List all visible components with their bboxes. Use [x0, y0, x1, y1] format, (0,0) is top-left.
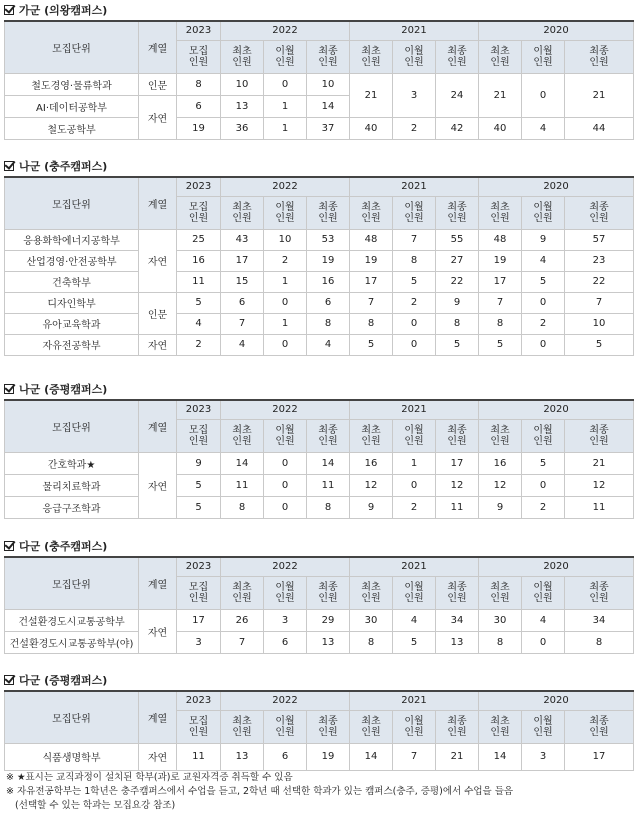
table-row	[5, 474, 634, 496]
header-final: 최종 인원	[436, 419, 479, 452]
cell: 6	[264, 743, 307, 770]
header-carryover: 이월 인원	[264, 419, 307, 452]
cell: 0	[393, 313, 436, 334]
header-year-2023: 2023	[177, 177, 221, 196]
header-carryover: 이월 인원	[522, 196, 565, 229]
cell: 19	[307, 250, 350, 271]
section-na-jeungpyeong	[0, 381, 636, 515]
cell: 4	[522, 609, 565, 631]
cell: 7	[565, 292, 634, 313]
cell: 17	[565, 743, 634, 770]
cell: 8	[393, 250, 436, 271]
header-final: 최종 인원	[565, 40, 634, 73]
admission-table	[4, 690, 634, 771]
cell: 8	[565, 631, 634, 653]
header-year-2023: 2023	[177, 691, 221, 710]
header-carryover: 이월 인원	[393, 40, 436, 73]
cell: 17	[350, 271, 393, 292]
cell: 6	[307, 292, 350, 313]
cell: 12	[436, 474, 479, 496]
cell: 5	[522, 452, 565, 474]
unit-name: AI·데이터공학부	[5, 95, 139, 117]
table-row	[5, 73, 634, 95]
header-year-2022: 2022	[221, 21, 350, 40]
cell: 2	[393, 117, 436, 139]
cell: 55	[436, 229, 479, 250]
cell: 4	[393, 609, 436, 631]
cell: 40	[350, 117, 393, 139]
section-da-jeungpyeong	[0, 672, 636, 764]
header-final: 최종 인원	[436, 40, 479, 73]
admission-table	[4, 20, 634, 140]
table-row	[5, 229, 634, 250]
header-initial: 최초 인원	[350, 710, 393, 743]
header-carryover: 이월 인원	[522, 40, 565, 73]
header-year-2020: 2020	[479, 400, 634, 419]
header-year-2023: 2023	[177, 21, 221, 40]
cell: 4	[307, 334, 350, 355]
table-row	[5, 292, 634, 313]
header-initial: 최초 인원	[479, 419, 522, 452]
cell: 7	[350, 292, 393, 313]
section-da-chungju	[0, 538, 636, 650]
header-year-2023: 2023	[177, 400, 221, 419]
cell: 10	[565, 313, 634, 334]
header-unit: 모집단위	[5, 21, 139, 73]
header-carryover: 이월 인원	[264, 40, 307, 73]
unit-name: 유아교육학과	[5, 313, 139, 334]
footnotes	[6, 771, 513, 813]
cell: 2	[522, 313, 565, 334]
cell: 11	[177, 743, 221, 770]
cell: 17	[479, 271, 522, 292]
cell: 0	[264, 452, 307, 474]
cell: 11	[177, 271, 221, 292]
category: 인문	[139, 292, 177, 334]
cell: 12	[350, 474, 393, 496]
cell: 0	[264, 292, 307, 313]
cell: 4	[221, 334, 264, 355]
header-final: 최종 인원	[565, 196, 634, 229]
table-row	[5, 609, 634, 631]
cell: 7	[221, 631, 264, 653]
cell: 21	[436, 743, 479, 770]
checkbox-icon	[4, 5, 14, 15]
cell: 10	[307, 73, 350, 95]
section-title: 다군 (충주캠퍼스)	[0, 538, 636, 554]
header-carryover: 이월 인원	[522, 710, 565, 743]
table-row	[5, 250, 634, 271]
header-year-2022: 2022	[221, 177, 350, 196]
cell: 2	[393, 292, 436, 313]
section-title: 가군 (의왕캠퍼스)	[0, 2, 636, 18]
header-initial: 최초 인원	[350, 40, 393, 73]
header-category: 계열	[139, 21, 177, 73]
cell: 57	[565, 229, 634, 250]
cell: 40	[479, 117, 522, 139]
cell: 5	[177, 292, 221, 313]
unit-name: 철도공학부	[5, 117, 139, 139]
category: 자연	[139, 609, 177, 653]
cell: 9	[479, 496, 522, 518]
cell: 14	[307, 95, 350, 117]
cell: 17	[436, 452, 479, 474]
header-year-2020: 2020	[479, 177, 634, 196]
cell: 2	[522, 496, 565, 518]
cell: 5	[479, 334, 522, 355]
cell: 21	[350, 73, 393, 117]
cell: 22	[565, 271, 634, 292]
checkbox-icon	[4, 384, 14, 394]
cell: 3	[177, 631, 221, 653]
cell: 34	[565, 609, 634, 631]
header-year-2020: 2020	[479, 557, 634, 576]
cell: 48	[350, 229, 393, 250]
cell: 19	[479, 250, 522, 271]
category: 인문	[139, 73, 177, 95]
header-initial: 최초 인원	[350, 576, 393, 609]
cell: 2	[393, 496, 436, 518]
header-initial: 최초 인원	[479, 576, 522, 609]
header-carryover: 이월 인원	[264, 576, 307, 609]
checkbox-icon	[4, 161, 14, 171]
checkbox-icon	[4, 541, 14, 551]
header-carryover: 이월 인원	[393, 576, 436, 609]
cell: 1	[264, 313, 307, 334]
category: 자연	[139, 229, 177, 292]
header-final: 최종 인원	[307, 196, 350, 229]
header-final: 최종 인원	[436, 196, 479, 229]
header-year-2021: 2021	[350, 400, 479, 419]
section-title: 나군 (충주캠퍼스)	[0, 158, 636, 174]
header-carryover: 이월 인원	[264, 710, 307, 743]
header-carryover: 이월 인원	[393, 710, 436, 743]
header-year-2021: 2021	[350, 557, 479, 576]
admission-table	[4, 556, 634, 654]
cell: 0	[393, 334, 436, 355]
header-final: 최종 인원	[307, 419, 350, 452]
cell: 5	[522, 271, 565, 292]
header-initial: 최초 인원	[221, 419, 264, 452]
unit-name: 건설환경도시교통공학부(야)	[5, 631, 139, 653]
checkbox-icon	[4, 675, 14, 685]
cell: 1	[264, 117, 307, 139]
cell: 8	[350, 631, 393, 653]
header-year-2020: 2020	[479, 691, 634, 710]
cell: 8	[177, 73, 221, 95]
cell: 19	[177, 117, 221, 139]
cell: 30	[479, 609, 522, 631]
cell: 24	[436, 73, 479, 117]
cell: 6	[177, 95, 221, 117]
header-initial: 최초 인원	[221, 40, 264, 73]
header-year-2021: 2021	[350, 691, 479, 710]
cell: 8	[350, 313, 393, 334]
header-final: 최종 인원	[307, 40, 350, 73]
cell: 8	[479, 631, 522, 653]
cell: 9	[177, 452, 221, 474]
header-recruit: 모집 인원	[177, 40, 221, 73]
cell: 23	[565, 250, 634, 271]
table-row	[5, 117, 634, 139]
cell: 13	[307, 631, 350, 653]
section-na-chungju	[0, 158, 636, 352]
cell: 4	[177, 313, 221, 334]
cell: 0	[522, 474, 565, 496]
header-year-2020: 2020	[479, 21, 634, 40]
header-category: 계열	[139, 557, 177, 609]
cell: 1	[393, 452, 436, 474]
note: ※ 자유전공학부는 1학년은 충주캠퍼스에서 수업을 듣고, 2학년 때 선택한 학과가 있는 캠퍼스(충주, 증평)에서 수업을 들음	[6, 786, 514, 797]
cell: 16	[479, 452, 522, 474]
cell: 42	[436, 117, 479, 139]
unit-name: 물리치료학과	[5, 474, 139, 496]
header-final: 최종 인원	[436, 576, 479, 609]
cell: 9	[436, 292, 479, 313]
cell: 0	[522, 73, 565, 117]
header-final: 최종 인원	[565, 419, 634, 452]
header-initial: 최초 인원	[479, 710, 522, 743]
unit-name: 산업경영·안전공학부	[5, 250, 139, 271]
cell: 11	[307, 474, 350, 496]
cell: 44	[565, 117, 634, 139]
cell: 5	[393, 631, 436, 653]
header-category: 계열	[139, 691, 177, 743]
header-final: 최종 인원	[307, 710, 350, 743]
cell: 5	[565, 334, 634, 355]
cell: 26	[221, 609, 264, 631]
cell: 0	[264, 496, 307, 518]
cell: 17	[221, 250, 264, 271]
unit-name: 간호학과★	[5, 452, 139, 474]
cell: 0	[264, 73, 307, 95]
cell: 21	[565, 452, 634, 474]
header-recruit: 모집 인원	[177, 576, 221, 609]
cell: 13	[436, 631, 479, 653]
cell: 8	[479, 313, 522, 334]
cell: 25	[177, 229, 221, 250]
header-unit: 모집단위	[5, 557, 139, 609]
category: 자연	[139, 743, 177, 770]
header-final: 최종 인원	[436, 710, 479, 743]
note: ※ ★표시는 교직과정이 설치된 학부(과)로 교원자격증 취득할 수 있음	[6, 772, 293, 783]
cell: 16	[350, 452, 393, 474]
unit-name: 응급구조학과	[5, 496, 139, 518]
header-category: 계열	[139, 177, 177, 229]
header-year-2021: 2021	[350, 177, 479, 196]
section-title: 다군 (증평캠퍼스)	[0, 672, 636, 688]
cell: 19	[307, 743, 350, 770]
cell: 10	[264, 229, 307, 250]
cell: 43	[221, 229, 264, 250]
cell: 0	[264, 334, 307, 355]
header-year-2022: 2022	[221, 557, 350, 576]
header-initial: 최초 인원	[221, 576, 264, 609]
header-year-2021: 2021	[350, 21, 479, 40]
cell: 5	[436, 334, 479, 355]
cell: 9	[350, 496, 393, 518]
cell: 13	[221, 743, 264, 770]
header-unit: 모집단위	[5, 177, 139, 229]
cell: 30	[350, 609, 393, 631]
cell: 19	[350, 250, 393, 271]
cell: 48	[479, 229, 522, 250]
cell: 27	[436, 250, 479, 271]
cell: 11	[221, 474, 264, 496]
category: 자연	[139, 452, 177, 518]
cell: 21	[565, 73, 634, 117]
header-unit: 모집단위	[5, 400, 139, 452]
table-row	[5, 452, 634, 474]
section-title: 나군 (증평캠퍼스)	[0, 381, 636, 397]
cell: 5	[177, 496, 221, 518]
cell: 14	[221, 452, 264, 474]
cell: 5	[393, 271, 436, 292]
header-final: 최종 인원	[307, 576, 350, 609]
cell: 14	[307, 452, 350, 474]
admission-table	[4, 399, 634, 519]
cell: 0	[522, 334, 565, 355]
cell: 0	[522, 292, 565, 313]
unit-name: 식품생명학부	[5, 743, 139, 770]
header-category: 계열	[139, 400, 177, 452]
header-recruit: 모집 인원	[177, 196, 221, 229]
cell: 12	[565, 474, 634, 496]
header-initial: 최초 인원	[350, 196, 393, 229]
admission-table	[4, 176, 634, 356]
table-row	[5, 334, 634, 355]
cell: 1	[264, 95, 307, 117]
header-initial: 최초 인원	[221, 710, 264, 743]
header-carryover: 이월 인원	[522, 419, 565, 452]
table-row	[5, 271, 634, 292]
header-initial: 최초 인원	[350, 419, 393, 452]
cell: 14	[350, 743, 393, 770]
header-initial: 최초 인원	[221, 196, 264, 229]
header-unit: 모집단위	[5, 691, 139, 743]
cell: 4	[522, 117, 565, 139]
cell: 0	[522, 631, 565, 653]
cell: 14	[479, 743, 522, 770]
table-row	[5, 631, 634, 653]
unit-name: 철도경영·물류학과	[5, 73, 139, 95]
cell: 11	[565, 496, 634, 518]
header-initial: 최초 인원	[479, 196, 522, 229]
cell: 10	[221, 73, 264, 95]
header-carryover: 이월 인원	[264, 196, 307, 229]
category: 자연	[139, 334, 177, 355]
unit-name: 건설환경도시교통공학부	[5, 609, 139, 631]
cell: 29	[307, 609, 350, 631]
cell: 3	[393, 73, 436, 117]
category: 자연	[139, 95, 177, 139]
cell: 8	[307, 496, 350, 518]
header-carryover: 이월 인원	[522, 576, 565, 609]
cell: 8	[436, 313, 479, 334]
header-year-2023: 2023	[177, 557, 221, 576]
cell: 1	[264, 271, 307, 292]
cell: 2	[264, 250, 307, 271]
cell: 5	[177, 474, 221, 496]
cell: 7	[479, 292, 522, 313]
note: (선택할 수 있는 학과는 모집요강 참조)	[6, 800, 176, 811]
header-initial: 최초 인원	[479, 40, 522, 73]
unit-name: 응용화학에너지공학부	[5, 229, 139, 250]
cell: 22	[436, 271, 479, 292]
header-year-2022: 2022	[221, 691, 350, 710]
header-year-2022: 2022	[221, 400, 350, 419]
cell: 6	[221, 292, 264, 313]
cell: 15	[221, 271, 264, 292]
cell: 16	[177, 250, 221, 271]
unit-name: 건축학부	[5, 271, 139, 292]
unit-name: 자유전공학부	[5, 334, 139, 355]
cell: 0	[264, 474, 307, 496]
cell: 7	[221, 313, 264, 334]
unit-name: 디자인학부	[5, 292, 139, 313]
cell: 17	[177, 609, 221, 631]
header-recruit: 모집 인원	[177, 710, 221, 743]
cell: 9	[522, 229, 565, 250]
cell: 36	[221, 117, 264, 139]
header-carryover: 이월 인원	[393, 419, 436, 452]
section-ga-uiwang	[0, 2, 636, 136]
cell: 7	[393, 743, 436, 770]
cell: 13	[221, 95, 264, 117]
table-row	[5, 313, 634, 334]
cell: 53	[307, 229, 350, 250]
table-row	[5, 496, 634, 518]
cell: 12	[479, 474, 522, 496]
cell: 37	[307, 117, 350, 139]
table-row	[5, 743, 634, 770]
cell: 3	[264, 609, 307, 631]
cell: 3	[522, 743, 565, 770]
cell: 2	[177, 334, 221, 355]
cell: 0	[393, 474, 436, 496]
cell: 7	[393, 229, 436, 250]
cell: 8	[307, 313, 350, 334]
cell: 34	[436, 609, 479, 631]
cell: 8	[221, 496, 264, 518]
cell: 21	[479, 73, 522, 117]
header-final: 최종 인원	[565, 576, 634, 609]
header-carryover: 이월 인원	[393, 196, 436, 229]
cell: 11	[436, 496, 479, 518]
cell: 16	[307, 271, 350, 292]
header-final: 최종 인원	[565, 710, 634, 743]
header-recruit: 모집 인원	[177, 419, 221, 452]
cell: 6	[264, 631, 307, 653]
cell: 5	[350, 334, 393, 355]
cell: 4	[522, 250, 565, 271]
